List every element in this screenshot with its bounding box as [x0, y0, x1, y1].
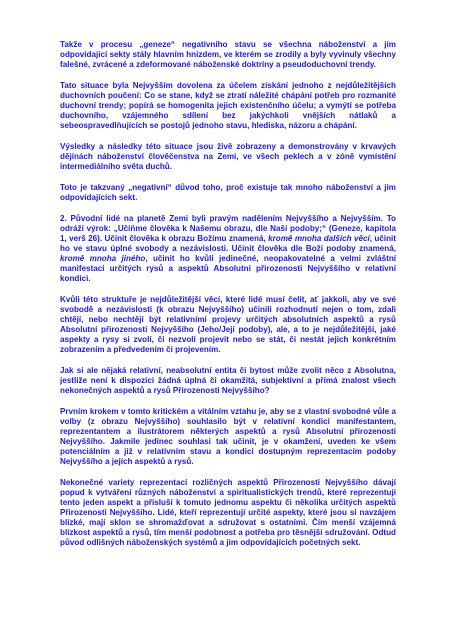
paragraph-text: Nekonečné variety reprezentací rozličných aspektů Přirozenosti Nejvyššího dávají popud k vytváření různých náboženství a spiritualistických trendů, které reprezentují tento jeden aspekt a přísluší k tomuto jednomu aspektu či několika určitých aspektů Přirozenosti Nejvyššího. Lidé, kteří reprezentují určité aspekty, které jsou si navzájem blízké, mají sklon se shromažďovat a sdružovat s ostatními. Čím menší vzájemná blízkost aspektů a rysů, tím menší podobnost a potřeba pro těsnější sdružování. Odtud původ odlišných náboženských systémů a jim odpovídajících početných sekt.	[60, 478, 396, 547]
paragraph-text: , učinit ho kvůli jedinečné, neopakovatelné a velmi zvláštní manifestaci určitých rysů a aspektů Absolutní přirozenosti Nejvyššího v relativní kondici.	[60, 254, 397, 283]
paragraph-text: Kvůli této struktuře je nejdůležitější věcí, které lidé musí čelit, ať jakkoli, aby ve své svobodě a nezávislosti (k obrazu Nejvyššího) učinili rozhodnutí nejen o tom, zdali chtějí, nebo nechtějí být relativními projevy určitých absolutních aspektů a rysů Absolutní přirozenosti Nejvyššího (Jeho/Její podoby), ale, a to je nejdůležitější, jaké aspekty a rysy si zvolí, či nezvolí projevit nebo se stát, či nestát jejich konkrétním zobrazením a předvedením či projevením.	[60, 295, 396, 354]
emphasis-text: kromě mnoha jiného	[60, 254, 146, 263]
paragraph-text: Prvním krokem v tomto kritickém a vitálním vztahu je, aby se z vlastní svobodné vůle a volby (z obrazu Nejvyššího) souhlasilo být v relativní kondici manifestantem, reprezentantem a ilustrátorem některých aspektů a rysů Absolutní přirozenosti Nejvyššího. Jakmile jedinec souhlasí tak učinit, je v okamžení, uveden ke všem potenciálním a již v relativním stavu a kondici dostupným reprezentacím podoby Nejvyššího a jejích aspektů a rysů.	[60, 407, 396, 466]
paragraph-8	[60, 407, 396, 467]
paragraph-1	[60, 40, 396, 70]
paragraph-text: Takže v procesu „geneze“ negativního stavu se všechna náboženství a jim odpovídající sekty stály hlavním hnízdem, ve kterém se zrodily a byly vyvinuly všechny falešné, zvrácené a zdeformované náboženské doktríny a pseudoduchovní trendy.	[60, 40, 396, 69]
paragraph-text: Výsledky a následky této situace jsou živě zobrazeny a demonstrovány v krvavých dějinách náboženství člověčenstva na Zemi, ve všech peklech a v zóně vymístění intermediálního světa duchů.	[60, 142, 396, 171]
paragraph-6	[60, 295, 396, 355]
emphasis-text: kromě mnoha dalších věcí	[268, 234, 370, 243]
paragraph-4	[60, 183, 396, 203]
paragraph-text: 2. Původní lidé na planetě Zemi byli pravým nadělením Nejvyššího a Nejvyšším. To odráží výrok: „Učiňme člověka k Našemu obrazu, dle Naší podoby;“ (Geneze, kapitola 1, verš 26). Učinit člověka k obrazu Božímu znamená,	[60, 214, 396, 243]
paragraph-text: Tato situace byla Nejvyšším dovolena za účelem získání jednoho z nejdůležitějších duchovních poučení: Co se stane, když se ztratí náležité chápání potřeb pro rozmanité duchovní trendy; popírá se homogenita jejich existenčního účelu; a vymýtí se potřeba duchovního, vzájemného sdílení bez jakýchkoli vnějších nátlaků a sebeospravedlňujících se postojů jednoho stavu, hlediska, názoru a chápání.	[60, 81, 396, 130]
paragraph-7	[60, 366, 396, 396]
paragraph-text: Toto je takzvaný „negativní“ důvod toho, proč existuje tak mnoho náboženství a jim odpovídajících sekt.	[60, 183, 396, 202]
paragraph-3	[60, 142, 396, 172]
paragraph-text: , učinit ho ve stavu úplné svobody a nezávislosti. Učinit člověka dle Boží podoby znamená,	[60, 234, 396, 253]
paragraph-text: Jak si ale nějaká relativní, neabsolutní entita či bytost může zvolit něco z Absolutna, jestliže není k dispozici žádná úplná či okamžitá, subjektivní a přímá znalost všech nekonečných aspektů a rysů Přirozenosti Nejvyššího?	[60, 366, 396, 395]
paragraph-9	[60, 478, 396, 548]
document-body	[60, 40, 396, 548]
paragraph-5	[60, 214, 396, 284]
paragraph-2	[60, 81, 396, 131]
